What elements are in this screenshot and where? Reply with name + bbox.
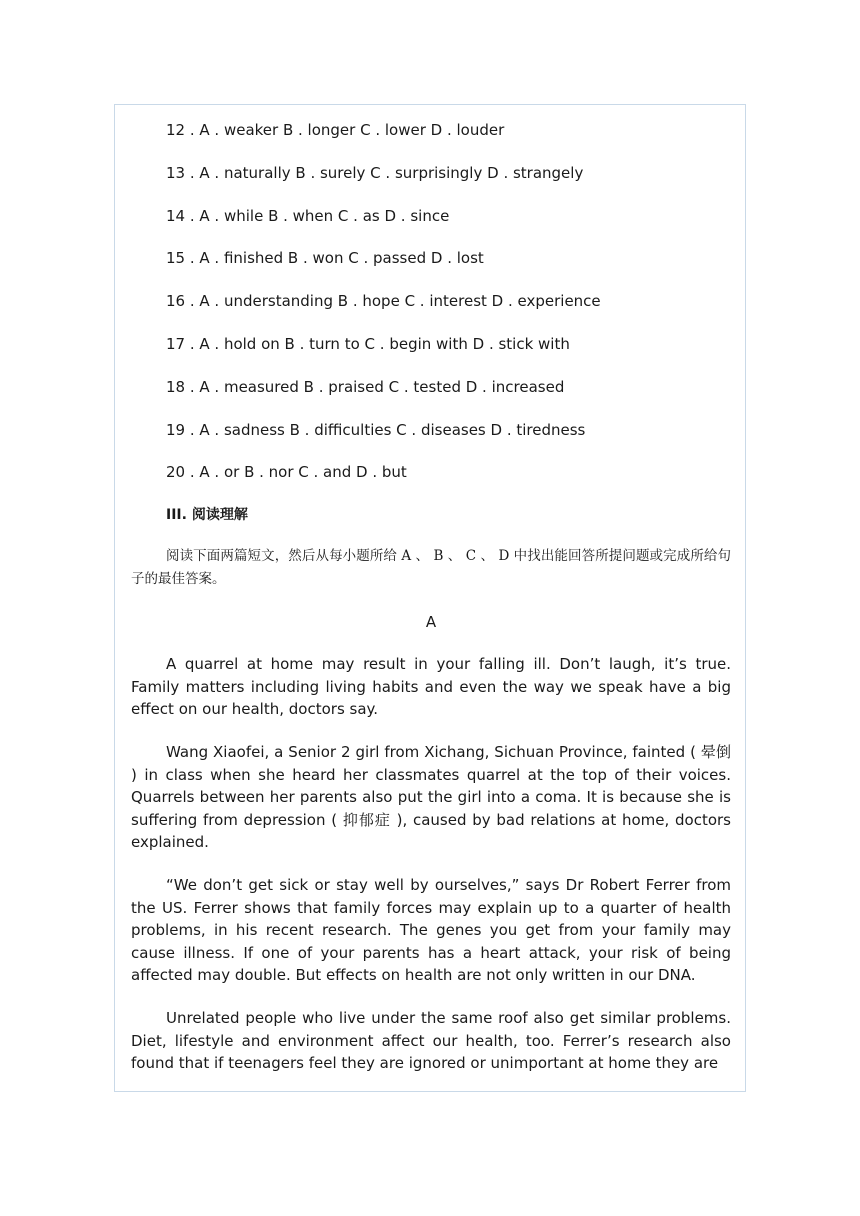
question-13-options: 13 . A . naturally B . surely C . surprisingly D . strangely (166, 163, 584, 182)
question-20-options: 20 . A . or B . nor C . and D . but (166, 463, 407, 482)
question-12-options: 12 . A . weaker B . longer C . lower D . louder (166, 121, 505, 139)
question-15-options: 15 . A . finished B . won C . passed D . lost (166, 249, 484, 268)
question-19-options: 19 . A . sadness B . difficulties C . diseases D . tiredness (166, 420, 586, 439)
question-18-options: 18 . A . measured B . praised C . tested D . increased (166, 377, 565, 396)
question-14-options: 14 . A . while B . when C . as D . since (166, 206, 450, 225)
document-page (114, 104, 746, 1092)
passage-paragraph: A quarrel at home may result in your falling ill. Don’t laugh, it’s true. Family matters including living habits and even the way we speak have a big effect on our health, doctors say. (131, 655, 731, 719)
passage-paragraph: Unrelated people who live under the same roof also get similar problems. Diet, lifestyle and environment affect our health, too. Ferrer’s research also found that if teenagers feel they are ignored or unimportant at home they are (131, 1009, 731, 1073)
page-content (131, 119, 731, 1092)
passage-label: A (425, 613, 437, 632)
passage-paragraph: “We don’t get sick or stay well by ourselves,” says Dr Robert Ferrer from the US. Ferrer shows that family forces may explain up to a quarter of health problems, in his recent research. The genes you get from your family may cause illness. If one of your parents has a heart attack, your risk of being affected may double. But effects on health are not only written in our DNA. (131, 876, 731, 985)
question-17-options: 17 . A . hold on B . turn to C . begin with D . stick with (166, 334, 570, 353)
passage-paragraph: Wang Xiaofei, a Senior 2 girl from Xichang, Sichuan Province, fainted ( 晕倒 ) in class when she heard her classmates quarrel at the top of their voices. Quarrels between her parents also put the girl into a coma. It is because she is suffering from depression ( 抑郁症 ), caused by bad relations at home, doctors explained. (131, 743, 731, 852)
question-16-options: 16 . A . understanding B . hope C . interest D . experience (166, 292, 601, 311)
section-instruction: 阅读下面两篇短文，然后从每小题所给 A 、 B 、 C 、 D 中找出能回答所提问题或完成所给句子的最佳答案。 (131, 548, 731, 588)
section-heading: III. 阅读理解 (166, 507, 248, 524)
